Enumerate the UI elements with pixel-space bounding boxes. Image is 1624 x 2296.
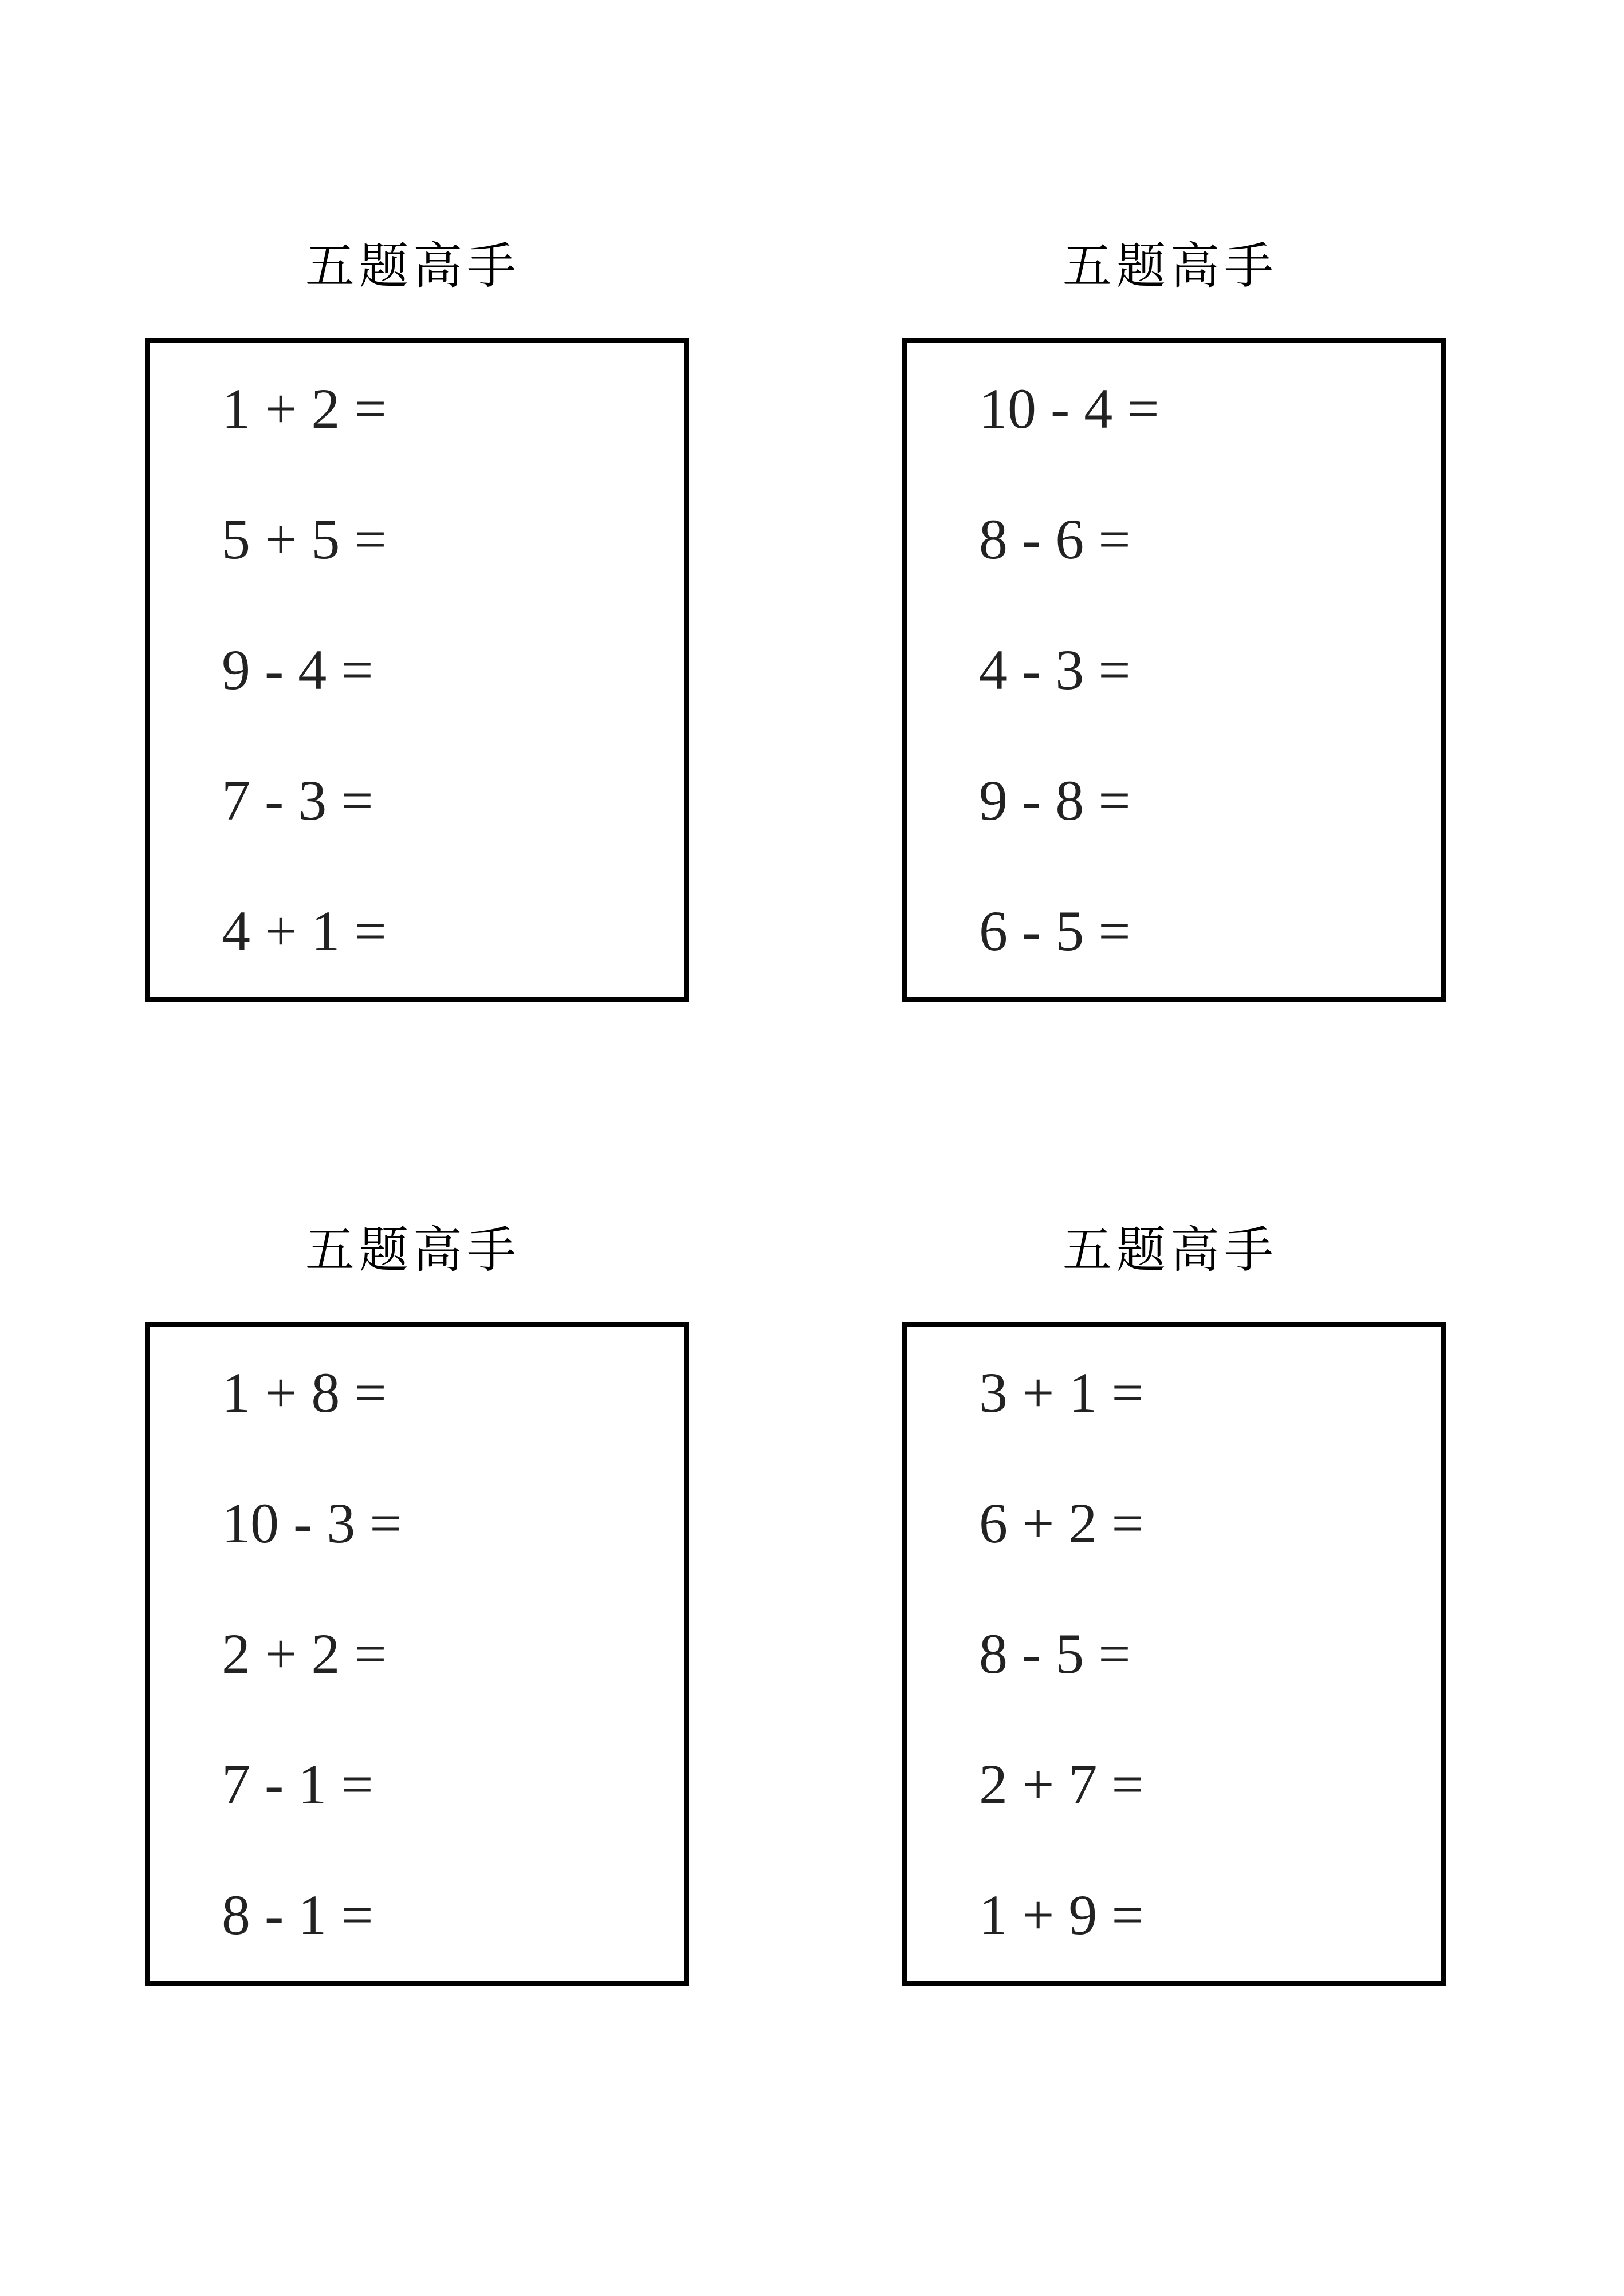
worksheet-title: 五题高手	[305, 1222, 521, 1279]
math-problem: 6 - 5 =	[979, 899, 1131, 963]
math-problem: 2 + 2 =	[222, 1622, 387, 1685]
worksheet-title: 五题高手	[305, 238, 521, 295]
math-problem: 1 + 8 =	[222, 1361, 387, 1424]
math-problem: 2 + 7 =	[979, 1752, 1144, 1816]
problem-box	[145, 1322, 689, 1986]
math-problem: 8 - 1 =	[222, 1883, 373, 1947]
math-problem: 1 + 9 =	[979, 1883, 1144, 1947]
worksheet-title: 五题高手	[1063, 1222, 1278, 1279]
math-problem: 4 - 3 =	[979, 638, 1131, 702]
math-problem: 10 - 3 =	[222, 1491, 402, 1555]
worksheet-title: 五题高手	[1063, 238, 1278, 295]
math-problem: 3 + 1 =	[979, 1361, 1144, 1424]
problem-box	[902, 1322, 1446, 1986]
math-problem: 8 - 6 =	[979, 507, 1131, 571]
math-problem: 9 - 4 =	[222, 638, 373, 702]
math-problem: 8 - 5 =	[979, 1622, 1131, 1685]
math-problem: 6 + 2 =	[979, 1491, 1144, 1555]
math-problem: 10 - 4 =	[979, 377, 1159, 440]
math-problem: 9 - 8 =	[979, 769, 1131, 832]
math-problem: 4 + 1 =	[222, 899, 387, 963]
problem-box	[145, 338, 689, 1002]
math-problem: 5 + 5 =	[222, 507, 387, 571]
math-problem: 1 + 2 =	[222, 377, 387, 440]
math-problem: 7 - 3 =	[222, 769, 373, 832]
problem-box	[902, 338, 1446, 1002]
math-problem: 7 - 1 =	[222, 1752, 373, 1816]
